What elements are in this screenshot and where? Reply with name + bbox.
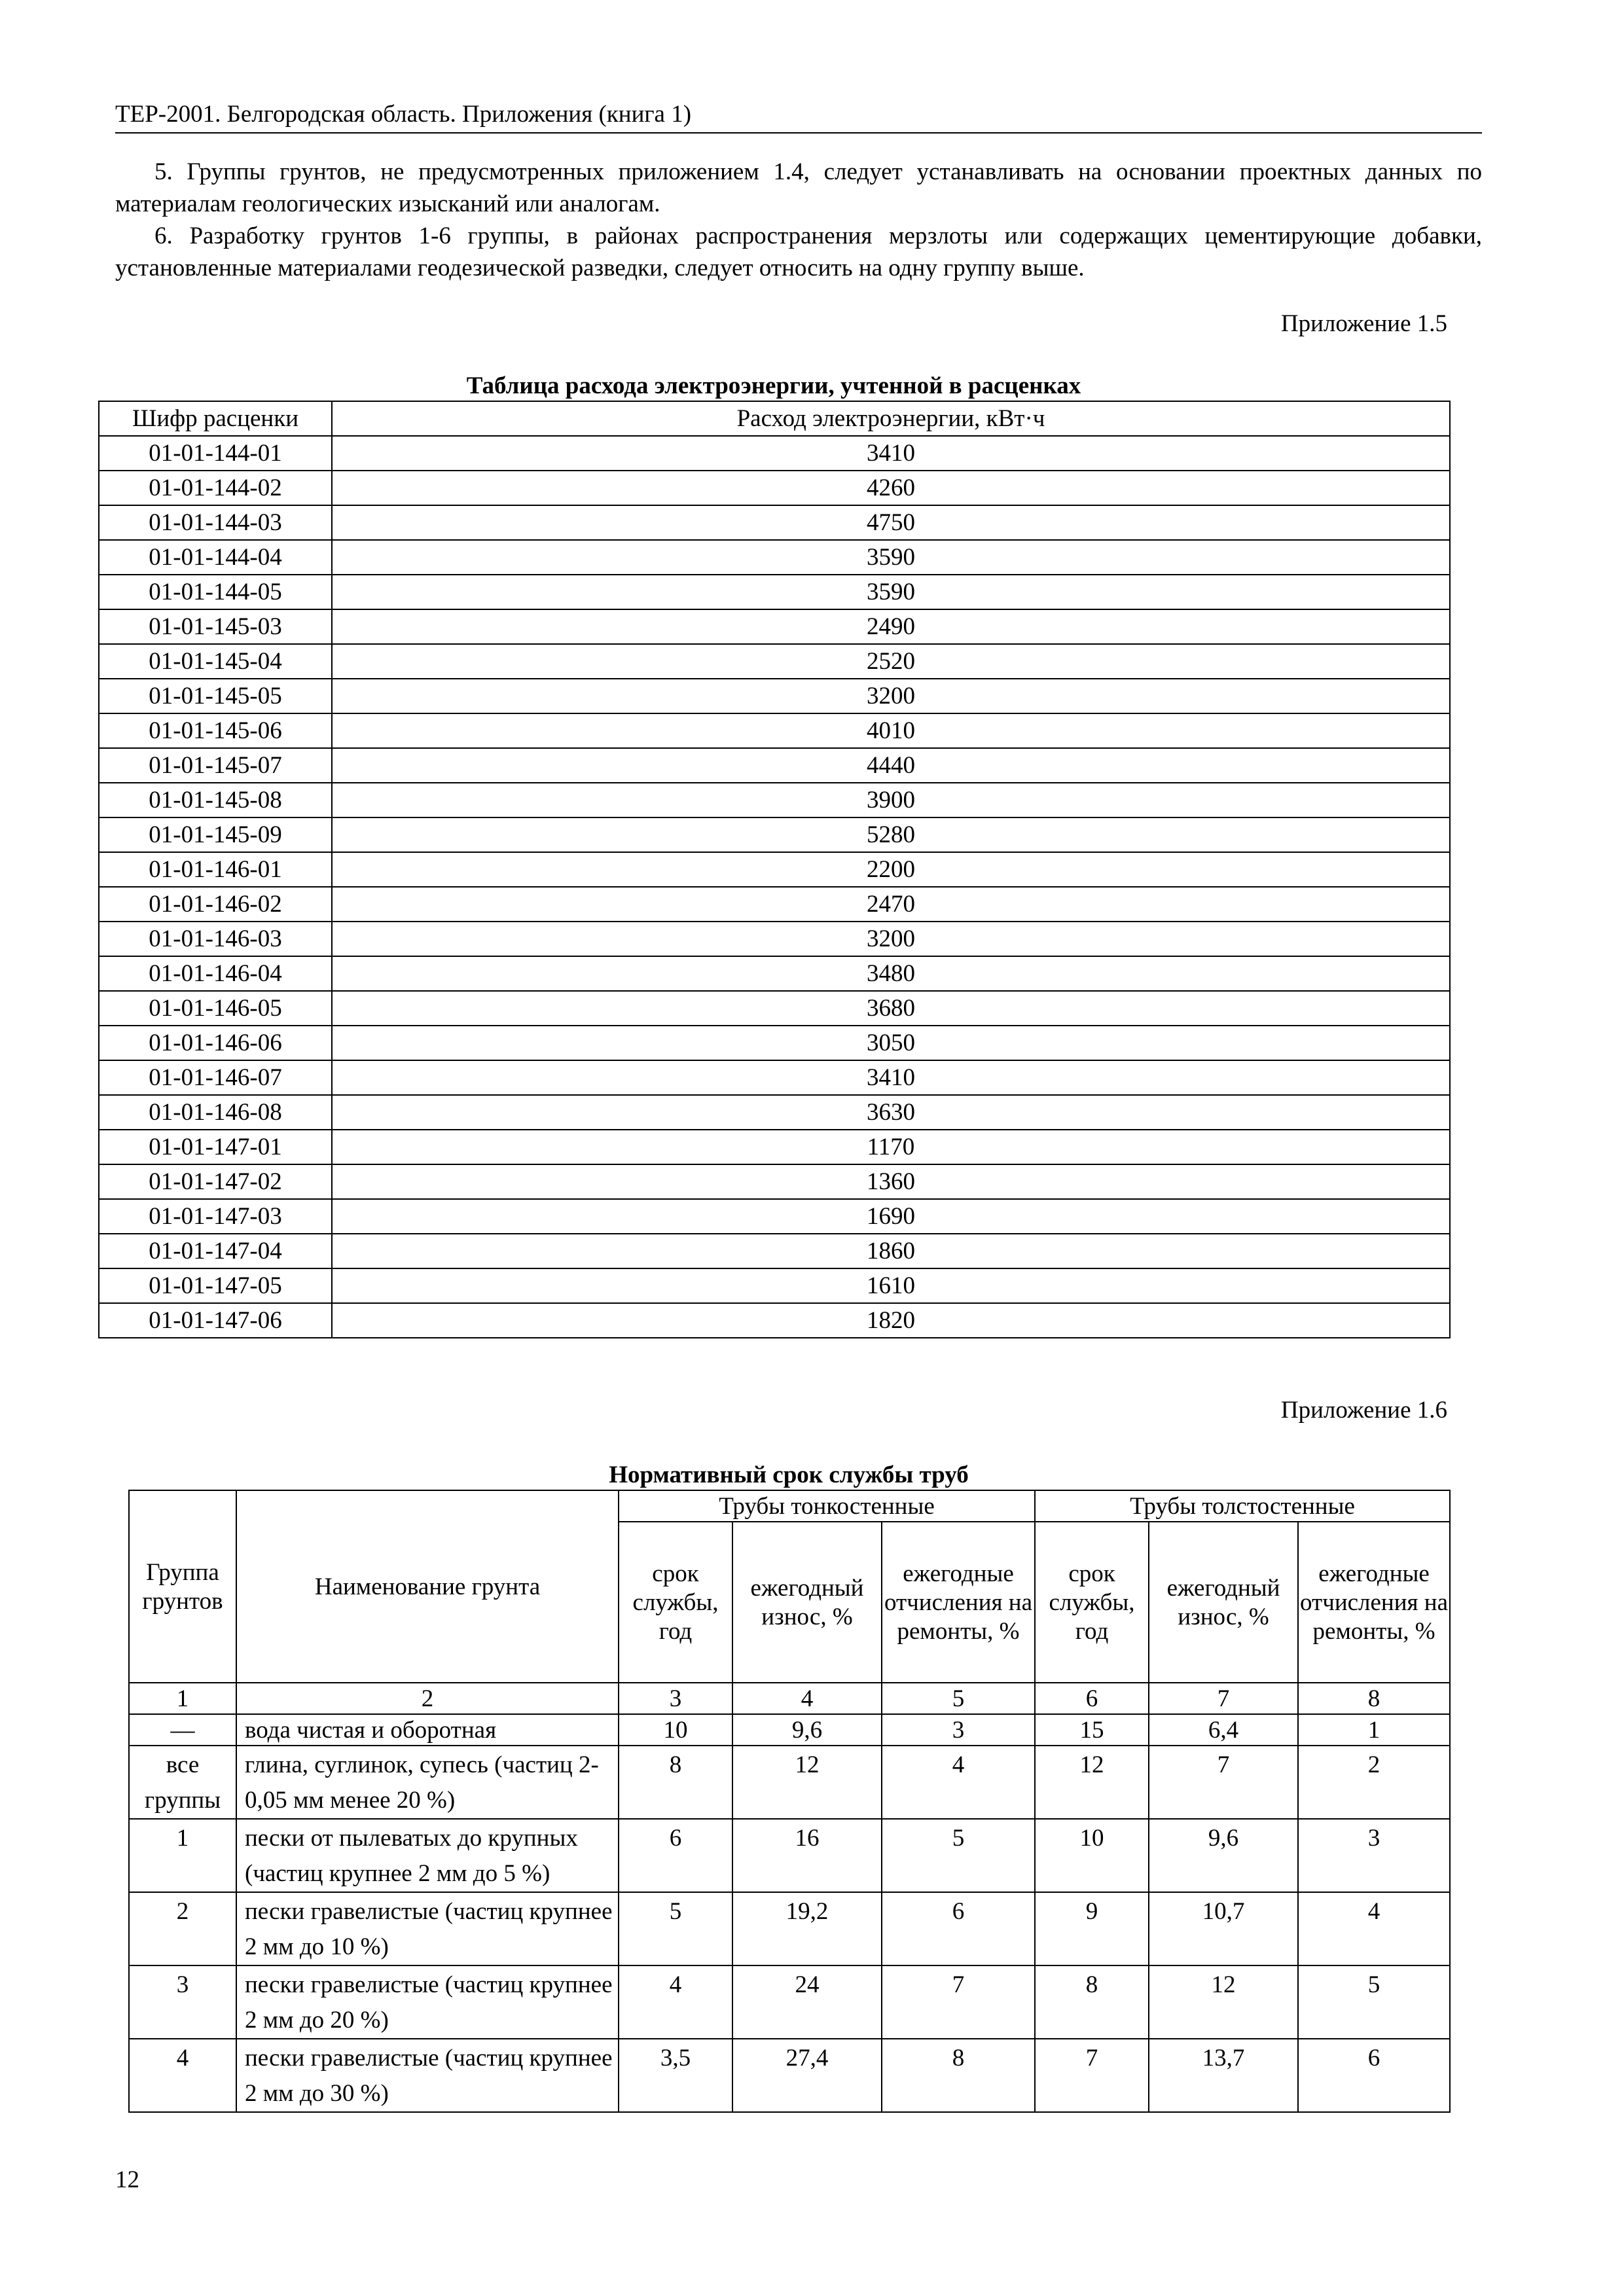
table-row [99,575,1450,609]
rate-code-cell: 01-01-147-04 [99,1234,332,1268]
thin-repair-cell: 4 [882,1746,1035,1819]
table-row [99,1199,1450,1234]
rate-code-cell: 01-01-145-09 [99,817,332,852]
consumption-cell: 3050 [332,1026,1450,1060]
table-row [99,783,1450,817]
table-row [99,852,1450,887]
thick-wear-cell: 13,7 [1149,2039,1298,2112]
pipe-table-header-row-1 [129,1490,1450,1522]
thick-wear-cell: 12 [1149,1965,1298,2039]
thick-wear-cell: 10,7 [1149,1892,1298,1965]
consumption-cell: 4750 [332,505,1450,540]
table-row [99,817,1450,852]
consumption-cell: 2520 [332,644,1450,679]
group-cell: — [129,1714,236,1746]
thin-repair-cell: 7 [882,1965,1035,2039]
thin-wear-cell: 19,2 [732,1892,882,1965]
thin-wear-cell: 12 [732,1746,882,1819]
column-header-code: Шифр расценки [99,401,332,436]
rate-code-cell: 01-01-147-01 [99,1130,332,1164]
header-soil-name: Наименование грунта [236,1490,619,1683]
table-row [99,644,1450,679]
table-row [99,922,1450,956]
thick-life-cell: 15 [1035,1714,1149,1746]
thin-life-cell: 3,5 [619,2039,732,2112]
thick-life-cell: 9 [1035,1892,1149,1965]
rate-code-cell: 01-01-146-06 [99,1026,332,1060]
pipe-service-life-table [128,1490,1451,2113]
header-thick-wear: ежегодный износ, % [1149,1522,1298,1683]
column-number: 4 [732,1683,882,1714]
column-number: 1 [129,1683,236,1714]
table-row [99,679,1450,713]
thick-repair-cell: 5 [1298,1965,1450,2039]
consumption-cell: 3200 [332,922,1450,956]
thick-wear-cell: 9,6 [1149,1819,1298,1892]
rate-code-cell: 01-01-145-06 [99,713,332,748]
rate-code-cell: 01-01-145-05 [99,679,332,713]
table-row [99,1095,1450,1130]
group-cell: 1 [129,1819,236,1892]
table-row [99,1026,1450,1060]
thin-life-cell: 10 [619,1714,732,1746]
thick-life-cell: 10 [1035,1819,1149,1892]
consumption-cell: 3410 [332,1060,1450,1095]
consumption-cell: 1170 [332,1130,1450,1164]
table-row [99,1164,1450,1199]
rate-code-cell: 01-01-146-01 [99,852,332,887]
page-number: 12 [115,2166,139,2193]
soil-name-cell: вода чистая и оборотная [236,1714,619,1746]
rate-code-cell: 01-01-147-03 [99,1199,332,1234]
thick-wear-cell: 7 [1149,1746,1298,1819]
header-thin-pipes: Трубы тонкостенные [619,1490,1035,1522]
thin-repair-cell: 5 [882,1819,1035,1892]
table-row [99,748,1450,783]
rate-code-cell: 01-01-144-01 [99,436,332,471]
thin-life-cell: 6 [619,1819,732,1892]
appendix-label-1-5: Приложение 1.5 [1280,310,1447,337]
thick-life-cell: 8 [1035,1965,1149,2039]
table-row [99,436,1450,471]
pipe-table-body [129,1490,1450,2112]
table-row [129,1965,1450,2039]
rate-code-cell: 01-01-146-04 [99,956,332,991]
consumption-cell: 5280 [332,817,1450,852]
header-thick-repair: ежегодные отчисления на ремонты, % [1298,1522,1450,1683]
thick-repair-cell: 2 [1298,1746,1450,1819]
consumption-cell: 3590 [332,540,1450,575]
table-row [99,1303,1450,1338]
thin-wear-cell: 16 [732,1819,882,1892]
column-number: 3 [619,1683,732,1714]
thin-repair-cell: 3 [882,1714,1035,1746]
table-row [99,1268,1450,1303]
table-row [99,609,1450,644]
consumption-cell: 4260 [332,471,1450,505]
header-thin-service-life: срок службы, год [619,1522,732,1683]
rate-code-cell: 01-01-146-08 [99,1095,332,1130]
electricity-table-body [99,401,1450,1338]
rate-code-cell: 01-01-146-03 [99,922,332,956]
thin-life-cell: 5 [619,1892,732,1965]
consumption-cell: 3480 [332,956,1450,991]
rate-code-cell: 01-01-147-06 [99,1303,332,1338]
table-row [99,887,1450,922]
rate-code-cell: 01-01-145-03 [99,609,332,644]
column-number-row [129,1683,1450,1714]
rate-code-cell: 01-01-147-05 [99,1268,332,1303]
thin-wear-cell: 24 [732,1965,882,2039]
group-cell: 4 [129,2039,236,2112]
table-row [99,471,1450,505]
thin-repair-cell: 8 [882,2039,1035,2112]
consumption-cell: 1610 [332,1268,1450,1303]
consumption-cell: 3900 [332,783,1450,817]
header-thick-pipes: Трубы толстостенные [1035,1490,1450,1522]
group-cell: 3 [129,1965,236,2039]
thin-repair-cell: 6 [882,1892,1035,1965]
rate-code-cell: 01-01-145-08 [99,783,332,817]
header-thin-repair: ежегодные отчисления на ремонты, % [882,1522,1035,1683]
thin-life-cell: 4 [619,1965,732,2039]
group-cell: 2 [129,1892,236,1965]
table-row [129,2039,1450,2112]
consumption-cell: 4440 [332,748,1450,783]
column-header-consumption: Расход электроэнергии, кВт·ч [332,401,1450,436]
table-row [99,991,1450,1026]
table-row [129,1746,1450,1819]
thick-life-cell: 7 [1035,2039,1149,2112]
electricity-table-header [99,401,1450,436]
column-number: 7 [1149,1683,1298,1714]
thin-life-cell: 8 [619,1746,732,1819]
table-row [99,540,1450,575]
consumption-cell: 1690 [332,1199,1450,1234]
consumption-cell: 1860 [332,1234,1450,1268]
paragraph-6: 6. Разработку грунтов 1-6 группы, в районах распространения мерзлоты или содержащих цементирующие добавки, установленные материалами геодезической разведки, следует относить на одну группу выше. [115,223,1482,281]
rate-code-cell: 01-01-146-02 [99,887,332,922]
consumption-cell: 4010 [332,713,1450,748]
consumption-cell: 2490 [332,609,1450,644]
table-row [129,1714,1450,1746]
column-number: 5 [882,1683,1035,1714]
thick-repair-cell: 6 [1298,2039,1450,2112]
header-thick-service-life: срок службы, год [1035,1522,1149,1683]
column-number: 8 [1298,1683,1450,1714]
rate-code-cell: 01-01-144-05 [99,575,332,609]
header-group: Группа грунтов [129,1490,236,1683]
soil-name-cell: пески от пылеватых до крупных (частиц крупнее 2 мм до 5 %) [236,1819,619,1892]
soil-name-cell: пески гравелистые (частиц крупнее 2 мм до 10 %) [236,1892,619,1965]
consumption-cell: 3410 [332,436,1450,471]
soil-name-cell: пески гравелистые (частиц крупнее 2 мм до 20 %) [236,1965,619,2039]
header-thin-wear: ежегодный износ, % [732,1522,882,1683]
thick-repair-cell: 3 [1298,1819,1450,1892]
rate-code-cell: 01-01-145-07 [99,748,332,783]
rate-code-cell: 01-01-146-07 [99,1060,332,1095]
thin-wear-cell: 9,6 [732,1714,882,1746]
rate-code-cell: 01-01-144-03 [99,505,332,540]
soil-name-cell: пески гравелистые (частиц крупнее 2 мм до 30 %) [236,2039,619,2112]
rate-code-cell: 01-01-144-04 [99,540,332,575]
table-row [99,505,1450,540]
table-row [99,1060,1450,1095]
soil-name-cell: глина, суглинок, супесь (частиц 2-0,05 мм менее 20 %) [236,1746,619,1819]
thick-repair-cell: 4 [1298,1892,1450,1965]
table-row [99,956,1450,991]
table-row [99,1130,1450,1164]
consumption-cell: 3590 [332,575,1450,609]
table-1-5-title: Таблица расхода электроэнергии, учтенной в расценках [466,372,1081,399]
consumption-cell: 1820 [332,1303,1450,1338]
consumption-cell: 2470 [332,887,1450,922]
rate-code-cell: 01-01-144-02 [99,471,332,505]
consumption-cell: 3630 [332,1095,1450,1130]
thick-life-cell: 12 [1035,1746,1149,1819]
thick-repair-cell: 1 [1298,1714,1450,1746]
running-header: ТЕР-2001. Белгородская область. Приложения (книга 1) [115,98,1482,134]
consumption-cell: 1360 [332,1164,1450,1199]
column-number: 2 [236,1683,619,1714]
rate-code-cell: 01-01-146-05 [99,991,332,1026]
table-row [99,713,1450,748]
table-row [129,1819,1450,1892]
consumption-cell: 2200 [332,852,1450,887]
group-cell: все группы [129,1746,236,1819]
table-1-6-title: Нормативный срок службы труб [609,1462,969,1488]
rate-code-cell: 01-01-145-04 [99,644,332,679]
table-row [129,1892,1450,1965]
table-row [99,1234,1450,1268]
consumption-cell: 3680 [332,991,1450,1026]
thick-wear-cell: 6,4 [1149,1714,1298,1746]
rate-code-cell: 01-01-147-02 [99,1164,332,1199]
appendix-label-1-6: Приложение 1.6 [1280,1397,1447,1424]
thin-wear-cell: 27,4 [732,2039,882,2112]
electricity-table [98,401,1451,1338]
paragraph-5: 5. Группы грунтов, не предусмотренных приложением 1.4, следует устанавливать на основании проектных данных по материалам геологических изысканий или аналогам. [115,158,1482,217]
consumption-cell: 3200 [332,679,1450,713]
column-number: 6 [1035,1683,1149,1714]
